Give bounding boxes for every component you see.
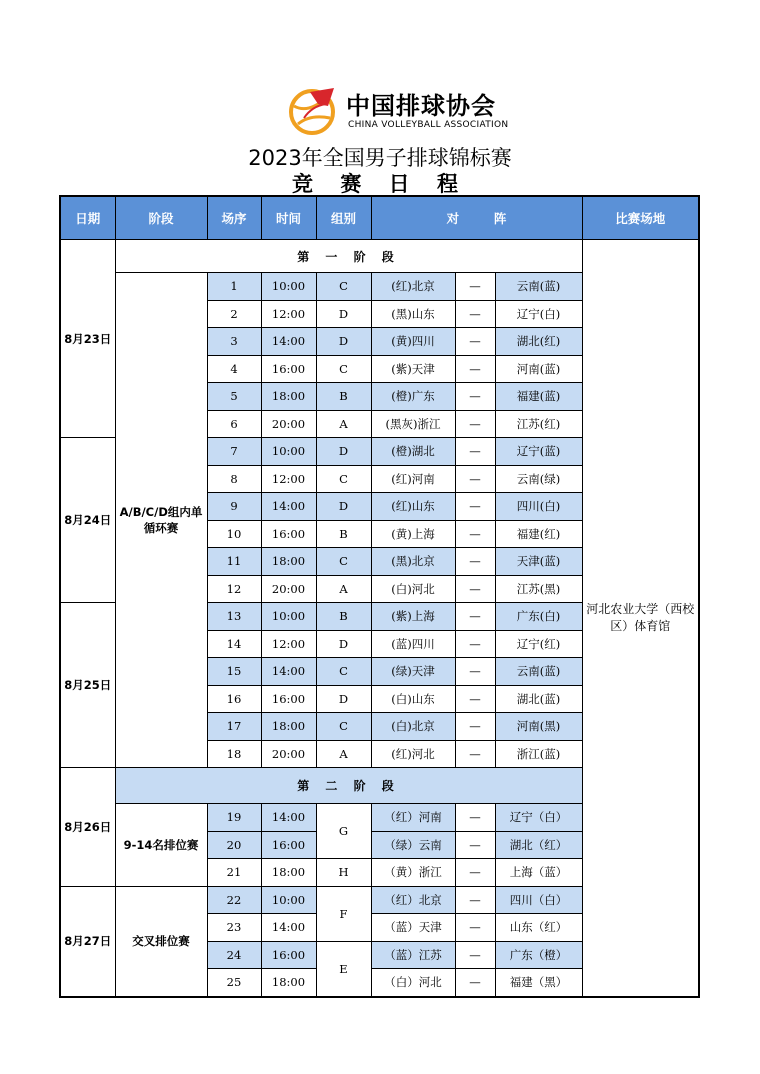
versus-dash: — <box>455 465 495 493</box>
match-time: 14:00 <box>261 914 316 942</box>
home-team: (黑)山东 <box>371 300 455 328</box>
schedule-table <box>59 195 700 998</box>
header-order: 场序 <box>207 196 261 240</box>
versus-dash: — <box>455 575 495 603</box>
away-team: 福建(红) <box>495 520 582 548</box>
home-team: (白)北京 <box>371 713 455 741</box>
phase-title: 第 二 阶 段 <box>115 768 582 804</box>
versus-dash: — <box>455 804 495 832</box>
versus-dash: — <box>455 273 495 301</box>
match-time: 10:00 <box>261 603 316 631</box>
away-team: 湖北（红） <box>495 831 582 859</box>
away-team: 广东（橙） <box>495 941 582 969</box>
table-header-row <box>60 196 699 240</box>
match-time: 16:00 <box>261 520 316 548</box>
versus-dash: — <box>455 520 495 548</box>
home-team: （蓝）天津 <box>371 914 455 942</box>
home-team: (黑)北京 <box>371 548 455 576</box>
home-team: （绿）云南 <box>371 831 455 859</box>
match-order: 16 <box>207 685 261 713</box>
home-team: (绿)天津 <box>371 658 455 686</box>
versus-dash: — <box>455 548 495 576</box>
match-group: C <box>316 548 371 576</box>
match-order: 21 <box>207 859 261 887</box>
logo-name-cn: 中国排球协会 <box>346 91 496 120</box>
match-group: D <box>316 300 371 328</box>
page-subtitle: 竞 赛 日 程 <box>292 172 468 196</box>
match-time: 16:00 <box>261 685 316 713</box>
match-time: 10:00 <box>261 886 316 914</box>
match-group: E <box>316 941 371 997</box>
home-team: (红)山东 <box>371 493 455 521</box>
match-group: A <box>316 740 371 768</box>
versus-dash: — <box>455 685 495 713</box>
versus-dash: — <box>455 355 495 383</box>
match-order: 15 <box>207 658 261 686</box>
away-team: 云南(蓝) <box>495 658 582 686</box>
away-team: 云南(绿) <box>495 465 582 493</box>
away-team: 辽宁(白) <box>495 300 582 328</box>
match-group: B <box>316 603 371 631</box>
phase-title: 第 一 阶 段 <box>115 240 582 273</box>
phase-row <box>60 240 699 273</box>
match-group: D <box>316 438 371 466</box>
match-order: 20 <box>207 831 261 859</box>
versus-dash: — <box>455 630 495 658</box>
away-team: 天津(蓝) <box>495 548 582 576</box>
home-team: (黑灰)浙江 <box>371 410 455 438</box>
away-team: 河南(黑) <box>495 713 582 741</box>
match-group: D <box>316 630 371 658</box>
home-team: （蓝）江苏 <box>371 941 455 969</box>
match-group: A <box>316 575 371 603</box>
match-time: 14:00 <box>261 804 316 832</box>
versus-dash: — <box>455 328 495 356</box>
header-time: 时间 <box>261 196 316 240</box>
header-versus: 对 阵 <box>371 196 582 240</box>
home-team: (蓝)四川 <box>371 630 455 658</box>
versus-dash: — <box>455 493 495 521</box>
match-group: F <box>316 886 371 941</box>
match-group: C <box>316 713 371 741</box>
logo-name-en: CHINA VOLLEYBALL ASSOCIATION <box>348 120 509 130</box>
home-team: (橙)湖北 <box>371 438 455 466</box>
away-team: 云南(蓝) <box>495 273 582 301</box>
date-cell: 8月25日 <box>60 603 115 768</box>
header-stage: 阶段 <box>115 196 207 240</box>
match-order: 13 <box>207 603 261 631</box>
away-team: 江苏(黑) <box>495 575 582 603</box>
match-order: 22 <box>207 886 261 914</box>
home-team: (红)河北 <box>371 740 455 768</box>
away-team: 福建(蓝) <box>495 383 582 411</box>
home-team: (紫)上海 <box>371 603 455 631</box>
versus-dash: — <box>455 383 495 411</box>
match-time: 14:00 <box>261 658 316 686</box>
match-time: 18:00 <box>261 713 316 741</box>
match-order: 17 <box>207 713 261 741</box>
away-team: 广东(白) <box>495 603 582 631</box>
match-group: D <box>316 493 371 521</box>
match-group: A <box>316 410 371 438</box>
stage-cell: A/B/C/D组内单循环赛 <box>115 273 207 768</box>
match-order: 14 <box>207 630 261 658</box>
home-team: (红)河南 <box>371 465 455 493</box>
match-order: 5 <box>207 383 261 411</box>
away-team: 湖北(红) <box>495 328 582 356</box>
away-team: 四川（白） <box>495 886 582 914</box>
home-team: (橙)广东 <box>371 383 455 411</box>
match-group: H <box>316 859 371 887</box>
home-team: （红）河南 <box>371 804 455 832</box>
match-time: 14:00 <box>261 493 316 521</box>
home-team: (黄)上海 <box>371 520 455 548</box>
match-order: 3 <box>207 328 261 356</box>
home-team: （白）河北 <box>371 969 455 997</box>
match-time: 18:00 <box>261 383 316 411</box>
match-time: 20:00 <box>261 410 316 438</box>
date-cell: 8月24日 <box>60 438 115 603</box>
match-group: C <box>316 658 371 686</box>
versus-dash: — <box>455 914 495 942</box>
match-group: D <box>316 328 371 356</box>
away-team: 福建（黑） <box>495 969 582 997</box>
date-cell: 8月23日 <box>60 240 115 438</box>
cva-logo <box>288 84 509 136</box>
match-time: 10:00 <box>261 438 316 466</box>
home-team: (红)北京 <box>371 273 455 301</box>
match-order: 6 <box>207 410 261 438</box>
versus-dash: — <box>455 859 495 887</box>
away-team: 辽宁（白） <box>495 804 582 832</box>
match-order: 7 <box>207 438 261 466</box>
page-title: 2023年全国男子排球锦标赛 <box>248 146 512 170</box>
date-cell: 8月26日 <box>60 768 115 887</box>
versus-dash: — <box>455 438 495 466</box>
match-group: B <box>316 520 371 548</box>
versus-dash: — <box>455 410 495 438</box>
match-time: 18:00 <box>261 969 316 997</box>
home-team: (白)山东 <box>371 685 455 713</box>
match-time: 18:00 <box>261 859 316 887</box>
match-time: 16:00 <box>261 355 316 383</box>
match-group: B <box>316 383 371 411</box>
home-team: （黄）浙江 <box>371 859 455 887</box>
match-order: 2 <box>207 300 261 328</box>
match-group: C <box>316 465 371 493</box>
home-team: (黄)四川 <box>371 328 455 356</box>
match-time: 20:00 <box>261 740 316 768</box>
match-order: 1 <box>207 273 261 301</box>
venue-cell: 河北农业大学（西校区）体育馆 <box>582 240 699 997</box>
away-team: 浙江(蓝) <box>495 740 582 768</box>
match-order: 18 <box>207 740 261 768</box>
stage-cell: 9-14名排位赛 <box>115 804 207 887</box>
versus-dash: — <box>455 886 495 914</box>
away-team: 四川(白) <box>495 493 582 521</box>
match-time: 12:00 <box>261 300 316 328</box>
match-order: 23 <box>207 914 261 942</box>
match-group: G <box>316 804 371 859</box>
header-group: 组别 <box>316 196 371 240</box>
away-team: 江苏(红) <box>495 410 582 438</box>
match-time: 12:00 <box>261 630 316 658</box>
versus-dash: — <box>455 740 495 768</box>
match-time: 14:00 <box>261 328 316 356</box>
match-order: 25 <box>207 969 261 997</box>
match-order: 12 <box>207 575 261 603</box>
match-order: 9 <box>207 493 261 521</box>
header-date: 日期 <box>60 196 115 240</box>
away-team: 湖北(蓝) <box>495 685 582 713</box>
match-group: C <box>316 355 371 383</box>
match-time: 20:00 <box>261 575 316 603</box>
versus-dash: — <box>455 300 495 328</box>
away-team: 辽宁(红) <box>495 630 582 658</box>
match-order: 4 <box>207 355 261 383</box>
versus-dash: — <box>455 941 495 969</box>
match-group: C <box>316 273 371 301</box>
match-time: 10:00 <box>261 273 316 301</box>
date-cell: 8月27日 <box>60 886 115 997</box>
match-time: 18:00 <box>261 548 316 576</box>
versus-dash: — <box>455 831 495 859</box>
versus-dash: — <box>455 658 495 686</box>
volleyball-logo-icon <box>288 84 342 136</box>
match-order: 10 <box>207 520 261 548</box>
away-team: 山东（红） <box>495 914 582 942</box>
home-team: (白)河北 <box>371 575 455 603</box>
match-order: 11 <box>207 548 261 576</box>
away-team: 上海（蓝） <box>495 859 582 887</box>
home-team: (紫)天津 <box>371 355 455 383</box>
home-team: （红）北京 <box>371 886 455 914</box>
stage-cell: 交叉排位赛 <box>115 886 207 997</box>
match-time: 16:00 <box>261 941 316 969</box>
versus-dash: — <box>455 713 495 741</box>
away-team: 河南(蓝) <box>495 355 582 383</box>
versus-dash: — <box>455 969 495 997</box>
match-time: 12:00 <box>261 465 316 493</box>
header-venue: 比赛场地 <box>582 196 699 240</box>
versus-dash: — <box>455 603 495 631</box>
match-order: 8 <box>207 465 261 493</box>
away-team: 辽宁(蓝) <box>495 438 582 466</box>
match-order: 19 <box>207 804 261 832</box>
match-group: D <box>316 685 371 713</box>
match-time: 16:00 <box>261 831 316 859</box>
match-order: 24 <box>207 941 261 969</box>
